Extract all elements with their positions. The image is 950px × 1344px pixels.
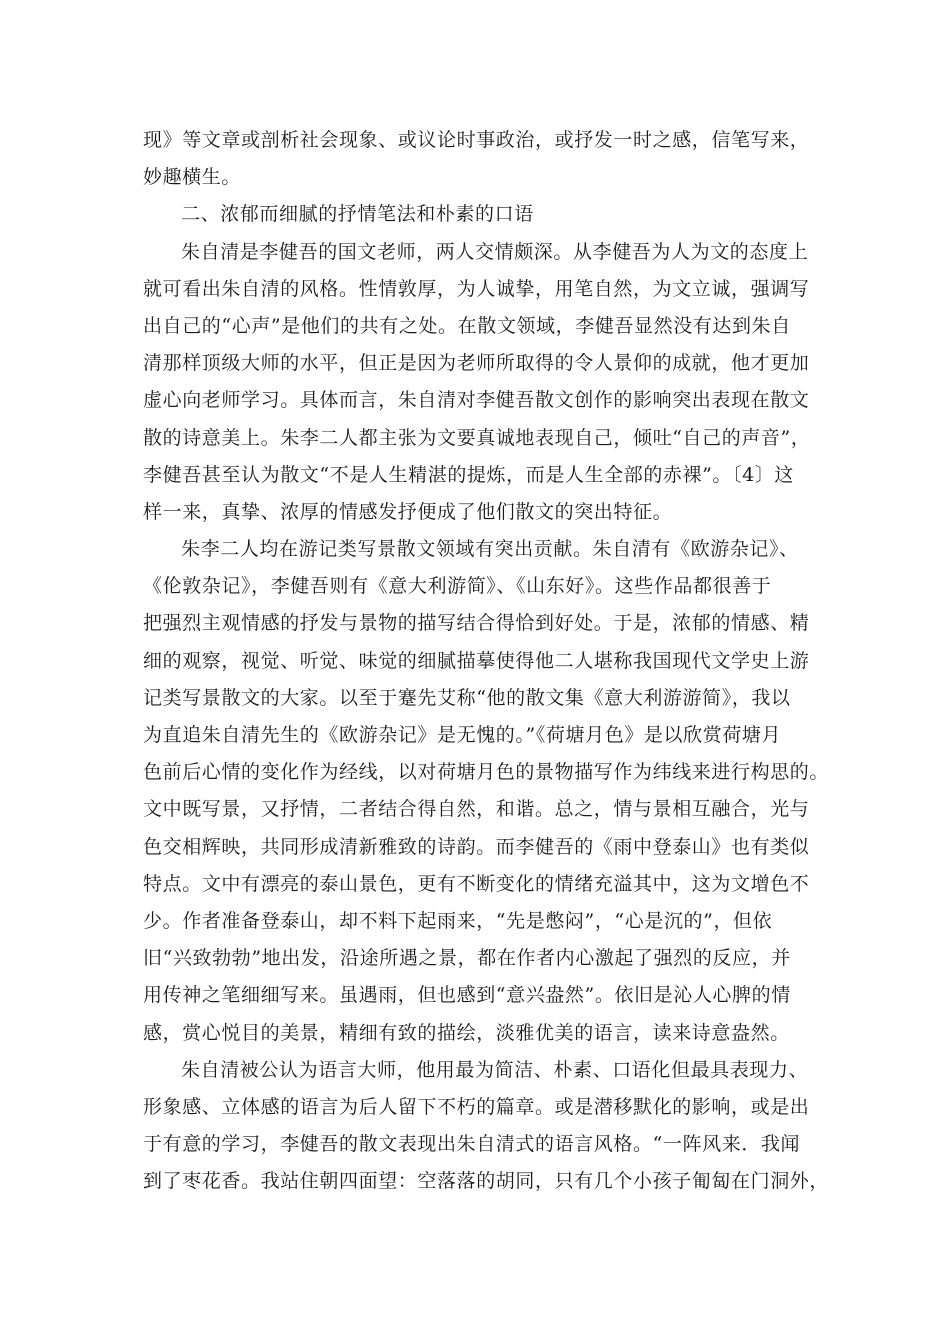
text-line: 朱自清是李健吾的国文老师，两人交情颇深。从李健吾为人为文的态度上	[181, 240, 809, 263]
text-line: 朱李二人均在游记类写景散文领域有突出贡献。朱自清有《欧游杂记》、	[181, 538, 799, 561]
text-line: 细的观察，视觉、听觉、味觉的细腻描摹使得他二人堪称我国现代文学史上游	[143, 649, 810, 672]
text-line: 记类写景散文的大家。以至于蹇先艾称“他的散文集《意大利游游简》，我以	[143, 686, 791, 709]
text-line: 样一来，真挚、浓厚的情感发抒便成了他们散文的突出特征。	[143, 500, 673, 523]
text-line: 妙趣横生。	[143, 166, 242, 189]
text-line: 出自己的“心声”是他们的共有之处。在散文领域，李健吾显然没有达到朱自	[143, 314, 791, 337]
text-line: 二、浓郁而细腻的抒情笔法和朴素的口语	[181, 203, 534, 226]
text-line: 把强烈主观情感的抒发与景物的描写结合得恰到好处。于是，浓郁的情感、精	[143, 612, 810, 635]
text-line: 特点。文中有漂亮的泰山景色，更有不断变化的情绪充溢其中，这为文增色不	[143, 872, 810, 895]
text-line: 色前后心情的变化作为经线，以对荷塘月色的景物描写作为纬线来进行构思的。	[143, 761, 830, 784]
text-line: 旧“兴致勃勃”地出发，沿途所遇之景，都在作者内心激起了强烈的反应，并	[143, 947, 791, 970]
text-line: 李健吾甚至认为散文“不是人生精湛的提炼，而是人生全部的赤裸”。〔4〕这	[143, 463, 795, 486]
text-line: 现》等文章或剖析社会现象、或议论时事政治，或抒发一时之感，信笔写来，	[143, 129, 810, 151]
text-line: 散的诗意美上。朱李二人都主张为文要真诚地表现自己，倾吐“自己的声音”，	[143, 426, 811, 449]
text-line: 朱自清被公认为语言大师，他用最为简洁、朴素、口语化但最具表现力、	[181, 1058, 809, 1081]
text-line: 就可看出朱自清的风格。性情敦厚，为人诚挚，用笔自然，为文立诚，强调写	[143, 277, 810, 300]
text-line: 到了枣花香。我站住朝四面望：空落落的胡同，只有几个小孩子匍匐在门洞外，	[143, 1170, 830, 1193]
body-text	[143, 122, 830, 1200]
text-line: 形象感、立体感的语言为后人留下不朽的篇章。或是潜移默化的影响，或是出	[143, 1095, 810, 1118]
text-line: 为直追朱自清先生的《欧游杂记》是无愧的。”《荷塘月色》是以欣赏荷塘月	[143, 724, 782, 746]
text-line: 虚心向老师学习。具体而言，朱自清对李健吾散文创作的影响突出表现在散文	[143, 389, 810, 412]
text-line: 少。作者准备登泰山，却不料下起雨来，“先是憋闷”，“心是沉的”，但依	[143, 909, 773, 932]
text-line: 用传神之笔细细写来。虽遇雨，但也感到“意兴盎然”。依旧是沁人心脾的情	[143, 984, 791, 1007]
text-line: 感，赏心悦目的美景，精细有致的描绘，淡雅优美的语言，读来诗意盎然。	[143, 1021, 790, 1044]
text-line: 清那样顶级大师的水平，但正是因为老师所取得的令人景仰的成就，他才更加	[143, 352, 810, 375]
text-line: 色交相辉映，共同形成清新雅致的诗韵。而李健吾的《雨中登泰山》也有类似	[143, 835, 810, 858]
text-line: 《伦敦杂记》，李健吾则有《意大利游简》、《山东好》。这些作品都很善于	[143, 575, 772, 598]
text-line: 于有意的学习，李健吾的散文表现出朱自清式的语言风格。“一阵风来．我闻	[143, 1133, 801, 1156]
text-line: 文中既写景，又抒情，二者结合得自然，和谐。总之，情与景相互融合，光与	[143, 798, 810, 821]
